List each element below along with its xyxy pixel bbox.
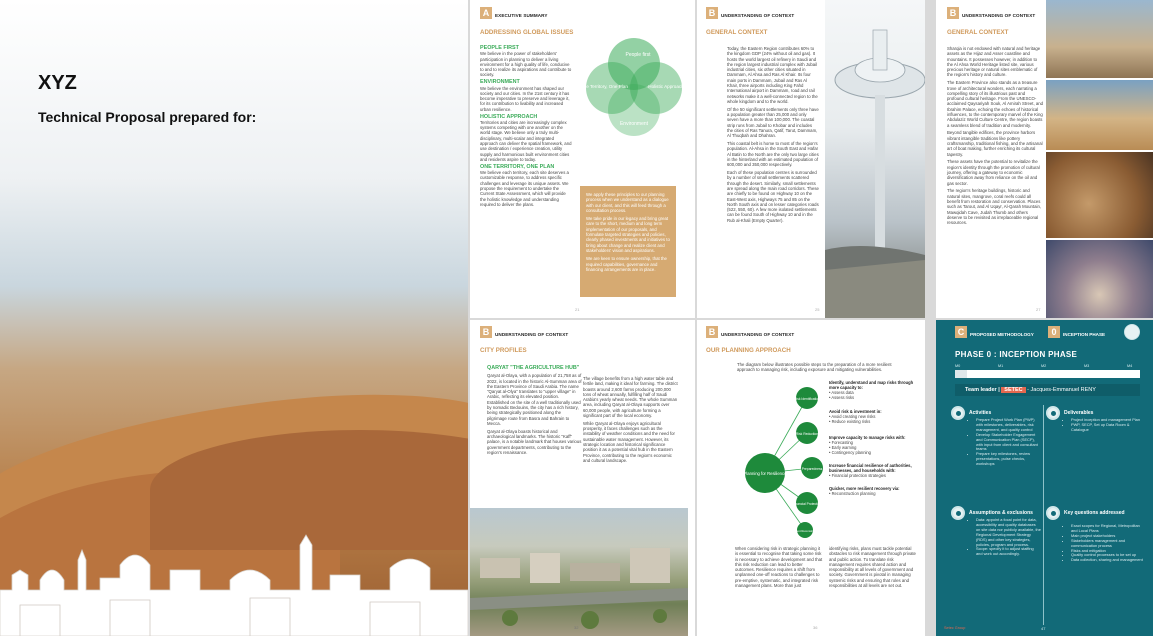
- methodology-tag: PROPOSED METHODOLOGY: [970, 332, 1034, 337]
- card-paragraph: We take pride in our legacy and bring great care to the short, medium and long term implementation of our proposals, and formulate targeted strategies and policies, clearly phased investments and initiatives to bring about change and realize client and stakeholders' vision and aspirations.: [586, 216, 670, 253]
- bullet-ring-icon: [951, 406, 965, 420]
- text-column: [583, 376, 679, 466]
- key-questions-heading: Key questions addressed: [1064, 510, 1125, 516]
- executive-summary-page: [470, 0, 695, 318]
- paragraph: We believe each territory, each site deserves a customizable response, to address specific challenges and leverage its unique assets. We propose the requirement to undertake the Current State Assessment, which will provide the holistic knowledge and understanding required to deliver the plans.: [480, 170, 569, 207]
- text-column: [727, 46, 819, 226]
- bullet-ring-icon: [1046, 406, 1060, 420]
- phase-badge: 0: [1048, 326, 1060, 338]
- cover-title: XYZ: [38, 72, 77, 94]
- bullet-ring-icon: [951, 506, 965, 520]
- note-title: Avoid risk & investment in:: [829, 409, 882, 414]
- diagram-node-label: Financial Protection: [792, 502, 822, 506]
- assumptions-heading: Assumptions & exclusions: [969, 510, 1033, 516]
- deliverables-list: [1064, 418, 1144, 433]
- question-item: • Risks and mitigation: [1071, 549, 1144, 554]
- section-title: GENERAL CONTEXT: [947, 29, 1009, 36]
- diagram-node-label: Preparedness: [801, 467, 823, 471]
- question-item: • Data collection, sharing and management: [1071, 558, 1144, 563]
- timeline-bar: [955, 370, 1140, 378]
- timeline-label: M0: [955, 364, 961, 368]
- timeline-progress: [955, 370, 967, 378]
- logo-icon: [1124, 324, 1140, 340]
- paragraph: Each of these population centres is surrounded by a number of small settlements scattered through the desert. Similarly, small settlements are spread along the main road corridors. These are chiefly to be found on Highway 10 on the East-West axis, Highways 75 and 85 on the North South axis and on lesser categories roads (522, 550, 60). A few more isolated settlements can be found South of Highway 10 and in the Rub al-Khali (Empty Quarter).: [727, 170, 819, 223]
- diagram-notes: [829, 380, 919, 496]
- cave-photo: [1046, 240, 1153, 318]
- paragraph: Qaryat al-Olaya, with a population of 21,758 as of 2022, is located in the historic Al-Summan area of the Eastern Province of Saudi Arabia. The name "Qaryat al-Olya" translates to "upper village" in Arabic, reflecting its elevated position. Established on the site of a well traditionally used by nomadic Bedouins, the city has a rich history, being strategically positioned along the pilgrimage route from Basra and Bahrain to Mecca.: [487, 373, 582, 426]
- paragraph: We believe in the power of stakeholders' participation in planning to deliver a living environment for a high quality of life, conducive to and to realize its aspirations and contribute to society.: [480, 51, 572, 78]
- deliverable-item: • PWP, SECP, Set up Data Room & Catalogue: [1071, 423, 1144, 433]
- activity-item: • Develop Stakeholder Engagement and Communication Plan (SECP), with input from client and consultant teams: [976, 433, 1041, 453]
- card-paragraph: We are keen to ensure ownership, that the required capabilities, governance and financing arrangements are in place.: [586, 256, 667, 272]
- note-list: • Financial protection strategies: [829, 473, 886, 478]
- diagram-center-label: Planning for Resilience: [743, 471, 787, 476]
- section-badge: B: [947, 7, 959, 19]
- team-leader-company: SETEC: [1001, 387, 1025, 393]
- heading-people-first: PEOPLE FIRST: [480, 45, 519, 51]
- note-title: Identify, understand and map risks through more capacity to:: [829, 380, 914, 390]
- activities-list: [969, 418, 1041, 467]
- phase-title: PHASE 0 : INCEPTION PHASE: [955, 350, 1078, 359]
- card-paragraph: We apply these principles to our planning process when we understand as a dialogue with our client, and this will feed through a consultation process.: [586, 192, 669, 213]
- water-tower-photo: [825, 0, 925, 318]
- paragraph: This coastal belt is home to most of the region's population. Al-Ahsa in the South East and Hafar Al Batin to the North are the only two large cities in the hinterland with an estimated population of 600,000 and 350,000 respectively.: [727, 141, 819, 168]
- team-leader-label: Team leader |: [965, 387, 1000, 393]
- cover-subtitle: Technical Proposal prepared for:: [38, 109, 257, 125]
- venn-label-top: People first: [625, 52, 651, 58]
- heading-one-territory: ONE TERRITORY, ONE PLAN: [480, 163, 555, 170]
- section-badge: B: [480, 326, 492, 338]
- page-header: UNDERSTANDING OF CONTEXT: [495, 332, 569, 337]
- page-number: 36: [813, 624, 818, 630]
- section-title: ADDRESSING GLOBAL ISSUES: [480, 29, 574, 36]
- page-number: 21: [575, 306, 580, 312]
- note-list: • Reconstruction planning: [829, 491, 876, 496]
- question-item: • Stakeholders management and communication process: [1071, 539, 1144, 549]
- note-title: Improve capacity to manage risks with:: [829, 435, 906, 440]
- page-number: 27: [1036, 306, 1041, 312]
- paragraph: Of the 50 significant settlements only three have a population greater than 25,000 and only seven have a more than 100,000. The coastal strip runs from Jubail to Khobar and includes the cities of Ras Tanura, Qatif, Tarut, Dammam, Al Thuqbah and Dhahran.: [727, 106, 819, 139]
- context-page-1: [697, 0, 925, 318]
- page-header: UNDERSTANDING OF CONTEXT: [721, 332, 795, 337]
- assumptions-list: [969, 518, 1041, 557]
- section-badge: B: [706, 326, 718, 338]
- deliverables-heading: Deliverables: [1064, 410, 1094, 416]
- paragraph: identifying risks, plans must tackle potential obstacles to risk management through private and public action. To translate risk management requires shared action and responsibility at all levels of government and society. Government is pivotal in managing systemic risks and ensuring that roles and responsibilities at all levels are set out.: [829, 546, 916, 589]
- note-title: Increase financial resilience of authorities, businesses, and households with:: [829, 463, 912, 473]
- team-leader-name: - Jacques-Emmanuel RENY: [1027, 387, 1096, 393]
- note-list: • Forecasting • Early warning • Contingency planning: [829, 440, 871, 455]
- paragraph: Today, the Eastern Region contributes 60% to the kingdom GDP (24% without oil and gas). It hosts the world largest oil refinery in Saudi and the region largest industrial complex with Jubail industrial cities, six other cities situated in Dammam, Al Ahsa and Ras Al Khair. Its four main ports in Dammam, Jubail and Ras Al Khair, three airports including King Fahd International airport in Dammam, road and rail networks make it a well-connected region to the whole kingdom and to the world.: [727, 46, 818, 104]
- team-leader-bar: [955, 384, 1140, 396]
- deliverable-item: • Project inception and management Plan: [1071, 418, 1144, 423]
- page-header: UNDERSTANDING OF CONTEXT: [962, 13, 1036, 18]
- activities-heading: Activities: [969, 410, 992, 416]
- city-sketch-illustration: [0, 520, 468, 636]
- paragraph: The village benefits from a high water table and fertile land, making it ideal for farming. The district boasts around 2,600 farms producing 200,000 tons of wheat annually, fulfilling half of Saudi Arabia's yearly wheat needs. The whole Summan area, including Qaryat al-Olaya supports over 60,000 people, with agriculture forming a significant part of the local economy.: [583, 376, 678, 419]
- heading-holistic: HOLISTIC APPROACH: [480, 113, 538, 120]
- bullet-ring-icon: [1046, 506, 1060, 520]
- timeline-label: M4: [1127, 364, 1133, 368]
- diagram-node-label: Risk Reduction: [795, 432, 819, 436]
- aerial-city-photo: [470, 508, 688, 636]
- city-heading: QARYAT "THE AGRICULTURE HUB": [487, 365, 580, 371]
- paragraph: Beyond tangible edifices, the province harbors vibrant intangible traditions like pottery craftsmanship, traditional fishing, and the artisanal art of boat making, further enriching its cultural tapestry.: [947, 130, 1043, 157]
- section-badge: B: [706, 7, 718, 19]
- aerial-illustration: [470, 508, 688, 636]
- water-tower-illustration: [825, 0, 925, 318]
- assumption-item: • Scope: specify it to adjust staffing and work out accordingly.: [976, 547, 1041, 557]
- section-badge: C: [955, 326, 967, 338]
- paragraph: The diagram below illustrates possible steps to the preparation of a more resilient approach to managing risk, including exposure and mitigating vulnerabilities.: [737, 362, 892, 373]
- planning-approach-page: [697, 320, 925, 636]
- section-title: GENERAL CONTEXT: [706, 29, 768, 36]
- key-questions-list: [1064, 524, 1144, 563]
- venn-label-left: One Territory, One Plan: [580, 84, 628, 89]
- note-list: • Avoid creating new risks • Reduce existing risks: [829, 414, 876, 424]
- timeline-label: M3: [1084, 364, 1090, 368]
- text-column: [735, 546, 823, 591]
- footer-brand: Setec Group: [944, 626, 966, 630]
- section-title: OUR PLANNING APPROACH: [706, 347, 791, 354]
- fort-photo: [1046, 80, 1153, 150]
- resilience-diagram: [737, 378, 827, 538]
- methodology-page: [936, 320, 1153, 636]
- text-column: [487, 366, 582, 458]
- mosque-photo: [1046, 0, 1153, 78]
- context-page-2: [936, 0, 1153, 318]
- venn-label-right: Holistic Approach: [648, 84, 684, 89]
- page-header: EXECUTIVE SUMMARY: [495, 13, 548, 18]
- paragraph: Sharqia is not endowed with natural and heritage assets as the Hijaz and Asser coastline and mountains. It possesses however, in addition to the Al Ahsa World Heritage listed site, various precious heritage or natural sites emblematic of the region's history and culture.: [947, 46, 1041, 78]
- paragraph: We believe the environment has shaped our society and our cities. In the 21st century it has become imperative to preserve and leverage it, for its contribution to livability and increased urban resilience.: [480, 85, 570, 112]
- note-list: • Assess data • Assess risks: [829, 390, 855, 400]
- question-item: • Main project stakeholders: [1071, 534, 1144, 539]
- venn-diagram: [580, 30, 688, 138]
- page-number: 25: [815, 306, 820, 312]
- inception-tag: INCEPTION PHASE: [1063, 332, 1106, 337]
- paragraph: Qaryat al-Olaya boasts historical and archaeological landmarks. The historic "Kaff" palace, is a notable landmark that houses various government departments, contributing to the region's renaissance.: [487, 428, 582, 455]
- paragraph: The region's heritage buildings, historic and natural sites, mangrove, coral reefs could all benefit from restoration and conservation. Places such as Tarout, and Al Uqayr, Al-Qarah Mountain, Mawqidah Cave, Judah Thumb and others deserve to be revisited as irreplaceable regional resources.: [947, 188, 1042, 226]
- paragraph: The Eastern Province also stands as a treasure trove of architectural wonders, each narrating a compelling story of its illustrious past and profound cultural heritage. From the UNESCO-acclaimed Qaysariyah Souk, Al Amirah Street, and Ibrahim Palace, echoing the echoes of historical influences, to the contemporary marvel of the King Abdulaziz World Culture Centre, the region boasts a seamless blend of tradition and modernity.: [947, 80, 1044, 128]
- divider: [1043, 405, 1044, 625]
- pottery-photo: [1046, 152, 1153, 238]
- page-number: 32: [574, 624, 579, 630]
- city-profiles-page: [470, 320, 695, 636]
- section-badge: A: [480, 7, 492, 19]
- paragraph: Territories and cities are increasingly complex systems competing with one another on the world stage. We believe only a truly multi-disciplinary, multi-scalar and integrated approach can deliver the spatial framework, and use destination / experience creation, utility supply and harmonious built environment cities and residents aspire to today.: [480, 119, 572, 162]
- cover-page: [0, 0, 468, 636]
- timeline-label: M1: [998, 364, 1004, 368]
- text-column: [947, 46, 1043, 228]
- text-column: [829, 546, 917, 591]
- activity-item: • Prepare key milestones, review presentations, pulse checks, workshops: [976, 452, 1041, 467]
- section-title: CITY PROFILES: [480, 347, 527, 354]
- paragraph: These assets have the potential to revitalize the region's identity through the promotion of cultural journey, offering a gateway to economic diversification away from reliance on the oil and gas sector.: [947, 159, 1040, 186]
- heading-environment: ENVIRONMENT: [480, 79, 520, 86]
- intro-text: [737, 362, 907, 375]
- question-item: • Quality control processes to be set up: [1071, 553, 1144, 558]
- page-header: UNDERSTANDING OF CONTEXT: [721, 13, 795, 18]
- principles-card: [580, 186, 676, 297]
- diagram-node-label: Risk Identification: [794, 397, 820, 401]
- assumption-item: • Data: appoint a focal point for data, accessibility and quality databases on site data nor publicly available, the Regional Development Strategy (RDS) and other key strategies, policies, program and process.: [976, 518, 1041, 547]
- paragraph: While Qaryat al-Olaya enjoys agricultural prosperity, it faces challenges such as the instability of weather conditions and the need for sustainable water management. However, its strategic location and historical significance position it as a potential vital hub in the Eastern Province, contributing to the region's economic and cultural landscape.: [583, 420, 675, 463]
- question-item: • Exact scopes for Regional, Metropolitan and Local Plans: [1071, 524, 1144, 534]
- diagram-node-label: Resilient Reconstruction: [789, 529, 821, 533]
- paragraph: When considering risk in strategic planning it is essential to recognise that taking some risk is necessary to achieve development and that this risk reduction can lead to better outcomes. Resilience requires a shift from unplanned one-off reactions to challenges to pre-emptive, systematic, and integrated risk management plans. More than just: [735, 546, 823, 589]
- note-title: Quicker, more resilient recovery via:: [829, 486, 900, 491]
- page-number: 47: [1041, 626, 1046, 631]
- venn-label-bottom: Environment: [619, 121, 649, 127]
- timeline-label: M2: [1041, 364, 1047, 368]
- text-column: [480, 46, 572, 210]
- activity-item: • Prepare Project Work Plan (PWP) with milestones, deliverables, risk management, and quality control: [976, 418, 1041, 433]
